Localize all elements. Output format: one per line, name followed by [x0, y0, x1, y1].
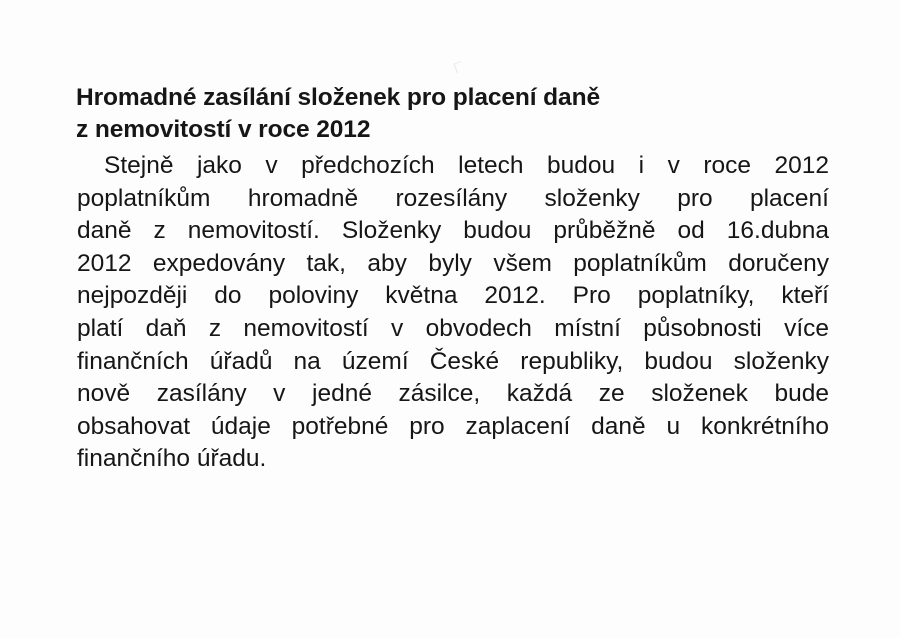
paragraph-line: obsahovat údaje potřebné pro zaplacení daně u konkrétního — [77, 412, 829, 440]
paragraph-line: Stejně jako v předchozích letech budou i v roce 2012 — [104, 152, 829, 179]
title-line: Hromadné zasílání složenek pro placení daně — [76, 84, 600, 111]
paragraph-line: finančních úřadů na území České republiky, budou složenky — [77, 347, 829, 375]
document-title — [76, 82, 836, 146]
scan-speck — [454, 61, 465, 73]
paragraph-line: daně z nemovitostí. Složenky budou průběžně od 16.dubna — [77, 217, 829, 245]
paragraph-line: nově zasílány v jedné zásilce, každá ze složenek bude — [77, 380, 829, 408]
body-paragraph — [77, 150, 829, 476]
paragraph-line: nejpozději do poloviny května 2012. Pro poplatníky, kteří — [77, 282, 829, 310]
paragraph-line: 2012 expedovány tak, aby byly všem poplatníkům doručeny — [77, 249, 829, 277]
title-line: z nemovitostí v roce 2012 — [76, 116, 371, 143]
paragraph-line: poplatníkům hromadně rozesílány složenky pro placení — [77, 184, 829, 212]
paragraph-line: finančního úřadu. — [77, 445, 267, 473]
paragraph-line: platí daň z nemovitostí v obvodech místní působnosti více — [77, 314, 829, 342]
